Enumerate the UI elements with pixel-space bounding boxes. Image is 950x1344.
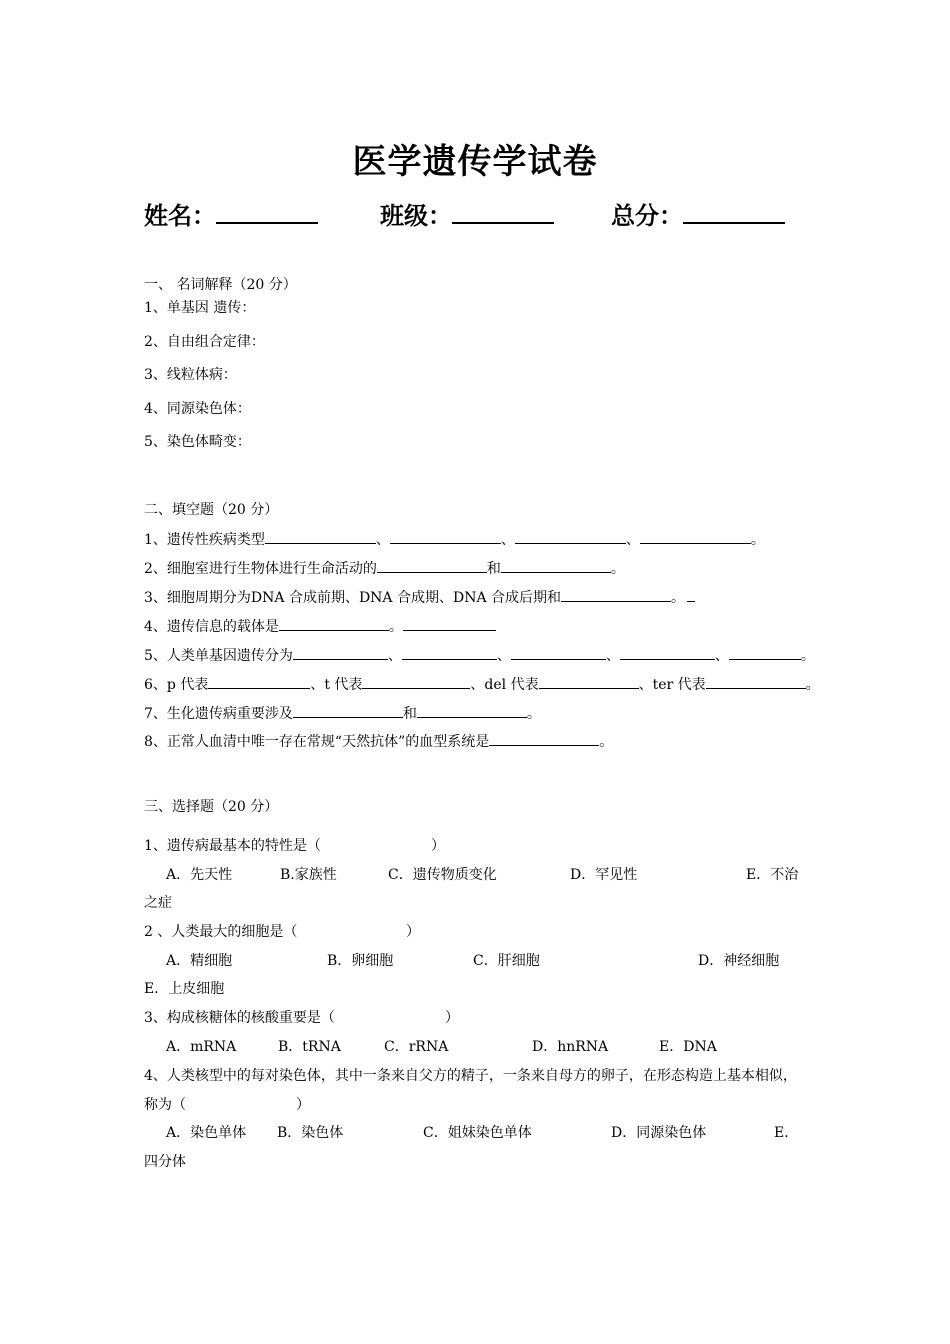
answer-blank[interactable] <box>403 617 496 631</box>
answer-blank[interactable] <box>402 646 497 660</box>
s3-q2-option-d[interactable]: D．神经细胞 <box>698 953 780 969</box>
answer-blank[interactable] <box>729 646 801 660</box>
s3-q2-option-b[interactable]: B．卵细胞 <box>327 953 394 969</box>
answer-blank[interactable] <box>279 617 389 631</box>
class-field <box>380 196 554 231</box>
s3-q1-option-e-wrap: 之症 <box>144 895 172 911</box>
answer-blank[interactable] <box>640 530 751 544</box>
s3-q2-close: ） <box>406 924 420 940</box>
section1-heading: 一、 名词解释（20 分） <box>144 277 297 293</box>
answer-blank[interactable] <box>561 588 671 602</box>
s2-q5: 5、人类单基因遗传分为 、 、 、 、 。 <box>144 648 815 664</box>
s3-q2-option-e[interactable]: E．上皮细胞 <box>144 981 225 997</box>
answer-blank[interactable] <box>620 646 715 660</box>
answer-blank[interactable] <box>293 646 388 660</box>
answer-blank[interactable] <box>293 704 403 718</box>
s1-item-5: 5、染色体畸变： <box>144 434 251 450</box>
name-blank[interactable] <box>216 200 318 224</box>
s3-q4-close: ） <box>296 1097 310 1113</box>
page-title: 医学遗传学试卷 <box>352 142 598 182</box>
name-label: 姓名： <box>144 201 216 230</box>
s2-q4: 4、遗传信息的载体是 。 <box>144 617 496 636</box>
answer-blank[interactable] <box>706 675 806 689</box>
s1-item-4: 4、同源染色体： <box>144 401 251 417</box>
name-field <box>144 196 318 231</box>
answer-blank[interactable] <box>539 675 639 689</box>
answer-blank[interactable] <box>390 530 501 544</box>
s3-q4-option-a[interactable]: A．染色单体 <box>166 1125 247 1141</box>
answer-blank[interactable] <box>501 559 611 573</box>
answer-blank[interactable] <box>265 530 376 544</box>
s3-q4-option-b[interactable]: B．染色体 <box>277 1125 344 1141</box>
answer-blank[interactable] <box>511 646 606 660</box>
s2-q7: 7、生化遗传病重要涉及 和 。 <box>144 706 541 722</box>
s3-q3-option-a[interactable]: A．mRNA <box>166 1039 237 1055</box>
answer-blank[interactable] <box>377 559 487 573</box>
s3-q4-option-c[interactable]: C．姐妹染色单体 <box>423 1125 532 1141</box>
class-label: 班级： <box>380 201 452 230</box>
answer-blank[interactable] <box>687 588 695 602</box>
s2-q8: 8、正常人血清中唯一存在常规“天然抗体”的血型系统是 。 <box>144 734 614 750</box>
s3-q1-stem: 1、遗传病最基本的特性是（ <box>144 838 321 854</box>
class-blank[interactable] <box>452 200 554 224</box>
s3-q3-stem: 3、构成核糖体的核酸重要是（ <box>144 1010 335 1026</box>
s3-q3-option-d[interactable]: D．hnRNA <box>532 1039 609 1055</box>
s1-item-1: 1、单基因 遗传： <box>144 300 256 316</box>
s3-q2-option-c[interactable]: C．肝细胞 <box>473 953 540 969</box>
s2-q2: 2、细胞室进行生物体进行生命活动的 和 。 <box>144 561 625 577</box>
s1-item-2: 2、自由组合定律： <box>144 334 265 350</box>
s3-q4-option-e-wrap: 四分体 <box>144 1154 186 1170</box>
s3-q3-close: ） <box>445 1010 459 1026</box>
s3-q4-option-d[interactable]: D．同源染色体 <box>611 1125 707 1141</box>
s3-q3-option-b[interactable]: B．tRNA <box>278 1039 341 1055</box>
s3-q2-option-a[interactable]: A．精细胞 <box>166 953 233 969</box>
s3-q1-option-a[interactable]: A．先天性 <box>166 867 233 883</box>
s3-q3-option-e[interactable]: E．DNA <box>659 1039 717 1055</box>
section2-heading: 二、填空题（20 分） <box>144 502 279 518</box>
score-label: 总分： <box>611 201 683 230</box>
s3-q3-option-c[interactable]: C．rRNA <box>384 1039 449 1055</box>
s1-item-3: 3、线粒体病： <box>144 367 237 383</box>
score-blank[interactable] <box>683 200 785 224</box>
s3-q4-stem-2: 称为（ <box>144 1097 186 1113</box>
s3-q1-option-c[interactable]: C．遗传物质变化 <box>388 867 497 883</box>
answer-blank[interactable] <box>515 530 626 544</box>
s3-q1-option-d[interactable]: D．罕见性 <box>570 867 638 883</box>
s3-q1-option-e[interactable]: E．不治 <box>746 867 799 883</box>
s2-q1: 1、遗传性疾病类型 、 、 、 。 <box>144 532 765 548</box>
s3-q1-close: ） <box>431 838 445 854</box>
s3-q4-option-e[interactable]: E． <box>774 1125 799 1141</box>
s3-q1-option-b[interactable]: B.家族性 <box>280 867 337 883</box>
s3-q2-stem: 2 、人类最大的细胞是（ <box>144 924 298 940</box>
answer-blank[interactable] <box>489 732 599 746</box>
section3-heading: 三、选择题（20 分） <box>144 799 279 815</box>
answer-blank[interactable] <box>208 675 310 689</box>
s2-q6: 6、p 代表 、t 代表 、del 代表 、ter 代表 。 <box>144 677 820 693</box>
answer-blank[interactable] <box>417 704 527 718</box>
score-field <box>611 196 785 231</box>
answer-blank[interactable] <box>362 675 470 689</box>
s2-q3: 3、细胞周期分为DNA 合成前期、DNA 合成期、DNA 合成后期和 。 <box>144 588 695 607</box>
s3-q4-stem: 4、人类核型中的每对染色体，其中一条来自父方的精子，一条来自母方的卵子，在形态构造上基本相似， <box>144 1068 797 1084</box>
